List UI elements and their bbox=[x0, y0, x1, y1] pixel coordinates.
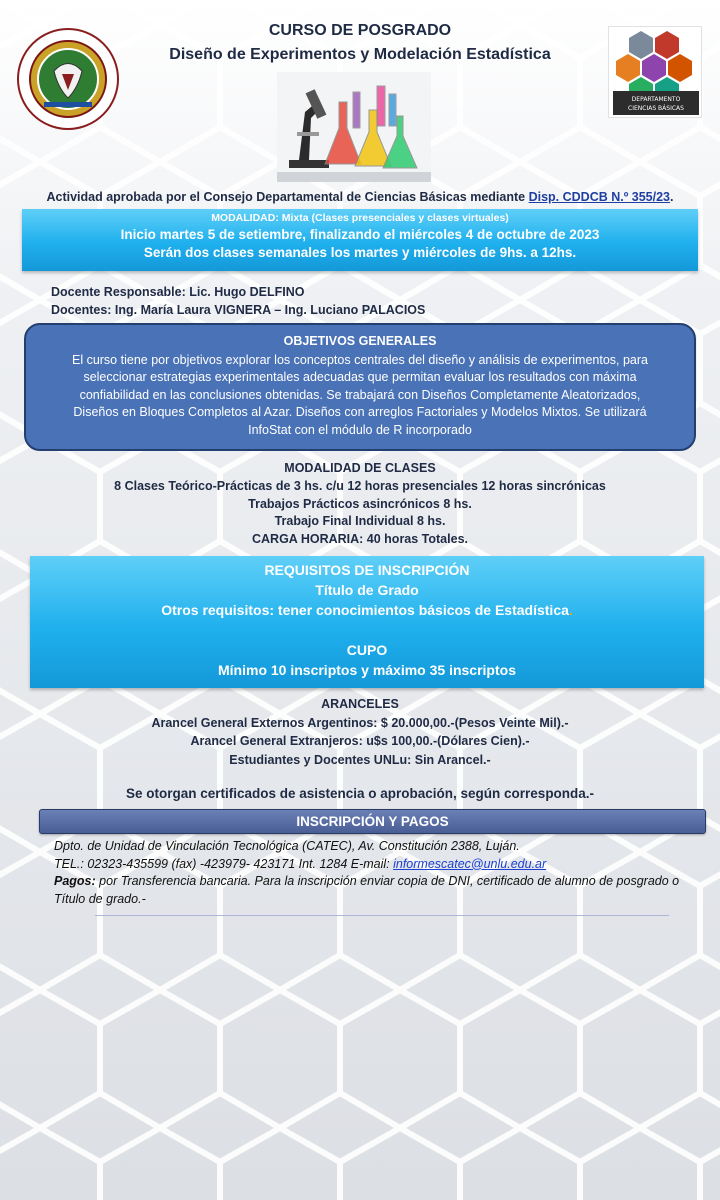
department-logo-line1: DEPARTAMENTO bbox=[631, 96, 681, 103]
requirements-other-text: Otros requisitos: tener conocimientos básicos de Estadística bbox=[161, 602, 569, 618]
approval-statement bbox=[0, 190, 720, 204]
class-modality-line: CARGA HORARIA: 40 horas Totales. bbox=[251, 532, 468, 547]
requirements-band bbox=[30, 556, 704, 688]
divider-line bbox=[95, 915, 669, 916]
modalidad-line: MODALIDAD: Mixta (Clases presenciales y clases virtuales) bbox=[211, 212, 509, 224]
course-title: Diseño de Experimentos y Modelación Estadística bbox=[169, 46, 551, 63]
objectives-box bbox=[24, 323, 696, 451]
objectives-line: InfoStat con el módulo de R incorporado bbox=[248, 422, 472, 437]
quota-line: Mínimo 10 inscriptos y máximo 35 inscriptos bbox=[218, 662, 516, 678]
contact-phone-line bbox=[54, 856, 694, 874]
teachers-block bbox=[51, 283, 425, 319]
approval-disposition-link[interactable]: Disp. CDDCB N.º 355/23 bbox=[528, 190, 671, 204]
requirements-other-end: . bbox=[568, 602, 573, 618]
objectives-line: El curso tiene por objetivos explorar los conceptos centrales del diseño y análisis de experimentos, para bbox=[71, 352, 648, 367]
requirements-degree: Título de Grado bbox=[315, 582, 419, 598]
objectives-line: seleccionar estrategias experimentales adecuadas que permitan evaluar los resultados con máxima bbox=[83, 370, 637, 384]
contact-phone: TEL.: 02323-435599 (fax) -423979- 423171 Int. 1284 E-mail: bbox=[54, 856, 394, 871]
quota-heading: CUPO bbox=[346, 642, 388, 658]
class-modality-line: Trabajo Final Individual 8 hs. bbox=[274, 514, 446, 529]
university-logo bbox=[14, 26, 122, 132]
requirements-other bbox=[30, 600, 704, 620]
contact-block bbox=[54, 838, 694, 908]
approval-text: Actividad aprobada por el Consejo Departamental de Ciencias Básicas mediante bbox=[46, 190, 529, 204]
approval-suffix: . bbox=[670, 190, 674, 204]
schedule-band bbox=[22, 209, 698, 271]
fees-heading: ARANCELES bbox=[321, 697, 399, 711]
fee-line: Arancel General Externos Argentinos: $ 20.000,00.-(Pesos Veinte Mil).- bbox=[151, 715, 569, 730]
registration-heading-bar: INSCRIPCIÓN Y PAGOS bbox=[39, 809, 706, 834]
objectives-heading: OBJETIVOS GENERALES bbox=[283, 334, 437, 348]
contact-email-link[interactable]: informescatec@unlu.edu.ar bbox=[393, 856, 547, 871]
start-end-dates: Inicio martes 5 de setiembre, finalizando el miércoles 4 de octubre de 2023 bbox=[120, 227, 600, 242]
class-modality-heading: MODALIDAD DE CLASES bbox=[284, 461, 436, 475]
teachers-list: Docentes: Ing. María Laura VIGNERA – Ing. Luciano PALACIOS bbox=[51, 303, 426, 317]
course-type-title: CURSO DE POSGRADO bbox=[268, 22, 452, 39]
responsible-teacher: Docente Responsable: Lic. Hugo DELFINO bbox=[51, 285, 305, 299]
requirements-heading: REQUISITOS DE INSCRIPCIÓN bbox=[264, 562, 470, 578]
fee-line: Arancel General Extranjeros: u$s 100,00.-(Dólares Cien).- bbox=[190, 734, 530, 748]
department-logo bbox=[608, 26, 702, 118]
class-modality-line: 8 Clases Teórico-Prácticas de 3 hs. c/u 12 horas presenciales 12 horas sincrónicas bbox=[114, 478, 606, 493]
department-logo-line2: CIENCIAS BÁSICAS bbox=[628, 105, 684, 112]
payments-text: por Transferencia bancaria. Para la inscripción enviar copia de DNI, certificado de alumno de posgrado o Título de grado bbox=[54, 874, 680, 906]
class-modality-block bbox=[0, 460, 720, 549]
lab-equipment-image bbox=[277, 72, 431, 182]
objectives-line: confiabilidad en las conclusiones obtenidas. Se trabajará con Diseños Completamente Aleatorizados, bbox=[79, 387, 641, 402]
contact-address: Dpto. de Unidad de Vinculación Tecnológica (CATEC), Av. Constitución 2388, Luján. bbox=[54, 839, 520, 853]
fee-line: Estudiantes y Docentes UNLu: Sin Arancel.- bbox=[229, 752, 491, 767]
fees-block bbox=[0, 695, 720, 769]
payments-end: .- bbox=[138, 891, 146, 906]
payments-label: Pagos: bbox=[54, 874, 96, 888]
weekly-schedule: Serán dos clases semanales los martes y miércoles de 9hs. a 12hs. bbox=[143, 245, 577, 260]
class-modality-line: Trabajos Prácticos asincrónicos 8 hs. bbox=[248, 496, 472, 511]
objectives-line: Diseños en Bloques Completos al Azar. Diseños con arreglos Factoriales y Modelos Mixtos. Se utilizará bbox=[73, 405, 647, 419]
payments-line bbox=[54, 873, 694, 908]
certificates-statement: Se otorgan certificados de asistencia o aprobación, según corresponda.- bbox=[125, 786, 595, 801]
